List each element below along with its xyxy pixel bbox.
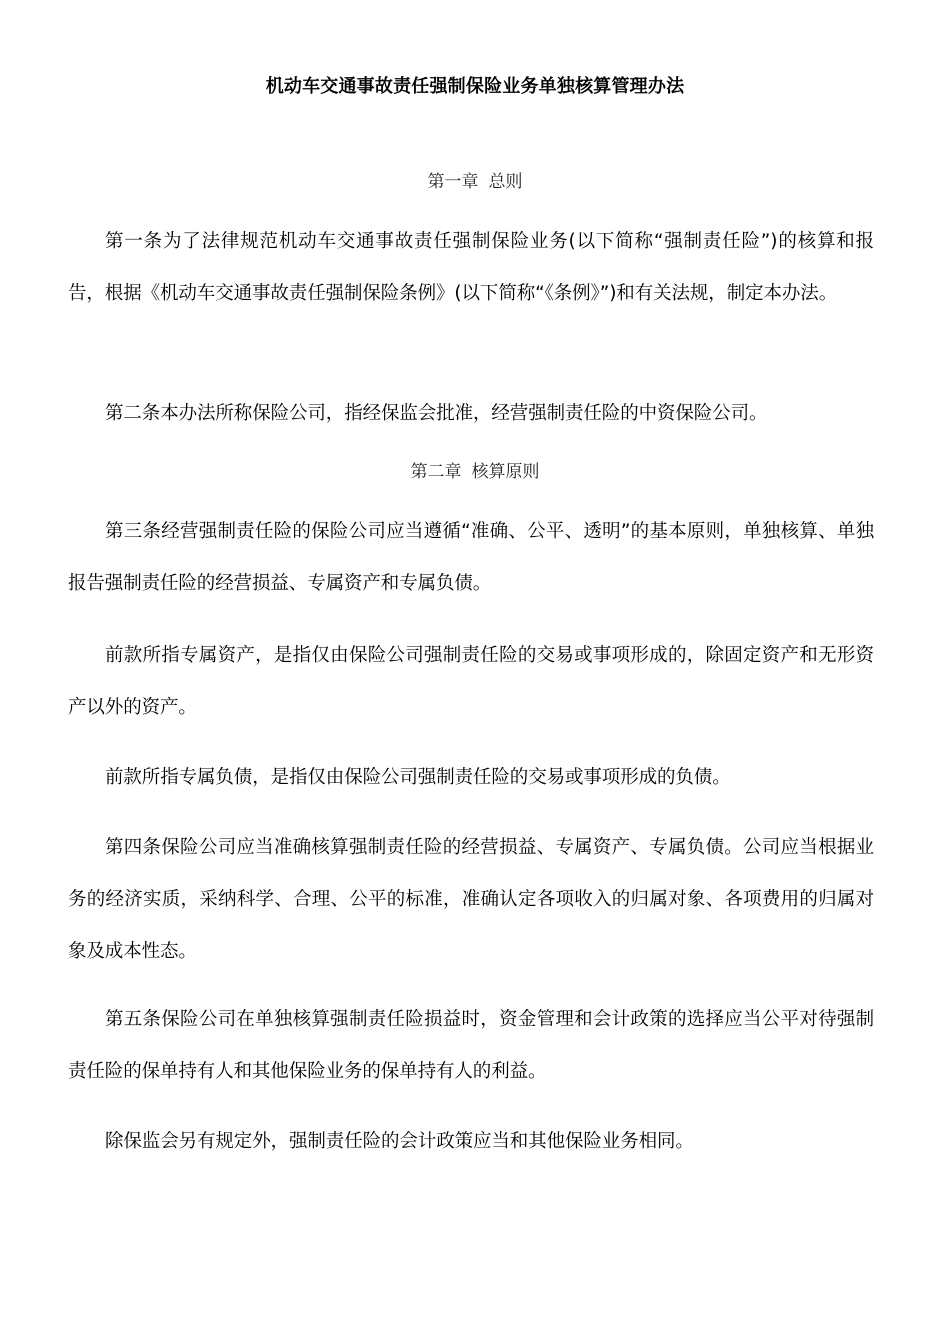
chapter-name: 总则 <box>488 172 523 192</box>
article-3-paragraph: 第三条经营强制责任险的保险公司应当遵循“准确、公平、透明”的基本原则，单独核算、单独报告强制责任险的经营损益、专属资产和专属负债。 <box>68 521 874 594</box>
chapter-heading-1 <box>0 170 950 194</box>
article-2-paragraph: 第二条本办法所称保险公司，指经保监会批准，经营强制责任险的中资保险公司。 <box>105 403 768 424</box>
chapter-heading-2 <box>0 460 950 484</box>
accounting-policy-paragraph: 除保监会另有规定外，强制责任险的会计政策应当和其他保险业务相同。 <box>105 1131 694 1152</box>
chapter-number: 第二章 <box>410 462 462 482</box>
document-title: 机动车交通事故责任强制保险业务单独核算管理办法 <box>265 76 685 97</box>
article-1-paragraph: 第一条为了法律规范机动车交通事故责任强制保险业务(以下简称“强制责任险”)的核算和报告，根据《机动车交通事故责任强制保险条例》(以下简称“《条例》”)和有关法规，制定本办法。 <box>68 231 874 304</box>
exclusive-liabilities-paragraph: 前款所指专属负债，是指仅由保险公司强制责任险的交易或事项形成的负债。 <box>105 767 731 788</box>
chapter-number: 第一章 <box>427 172 479 192</box>
chapter-name: 核算原则 <box>471 462 540 482</box>
article-5-paragraph: 第五条保险公司在单独核算强制责任险损益时，资金管理和会计政策的选择应当公平对待强制责任险的保单持有人和其他保险业务的保单持有人的利益。 <box>68 1009 874 1082</box>
exclusive-assets-paragraph: 前款所指专属资产，是指仅由保险公司强制责任险的交易或事项形成的，除固定资产和无形资产以外的资产。 <box>68 645 874 718</box>
article-4-paragraph: 第四条保险公司应当准确核算强制责任险的经营损益、专属资产、专属负债。公司应当根据业务的经济实质，采纳科学、合理、公平的标准，准确认定各项收入的归属对象、各项费用的归属对象及成本性态。 <box>68 837 874 962</box>
